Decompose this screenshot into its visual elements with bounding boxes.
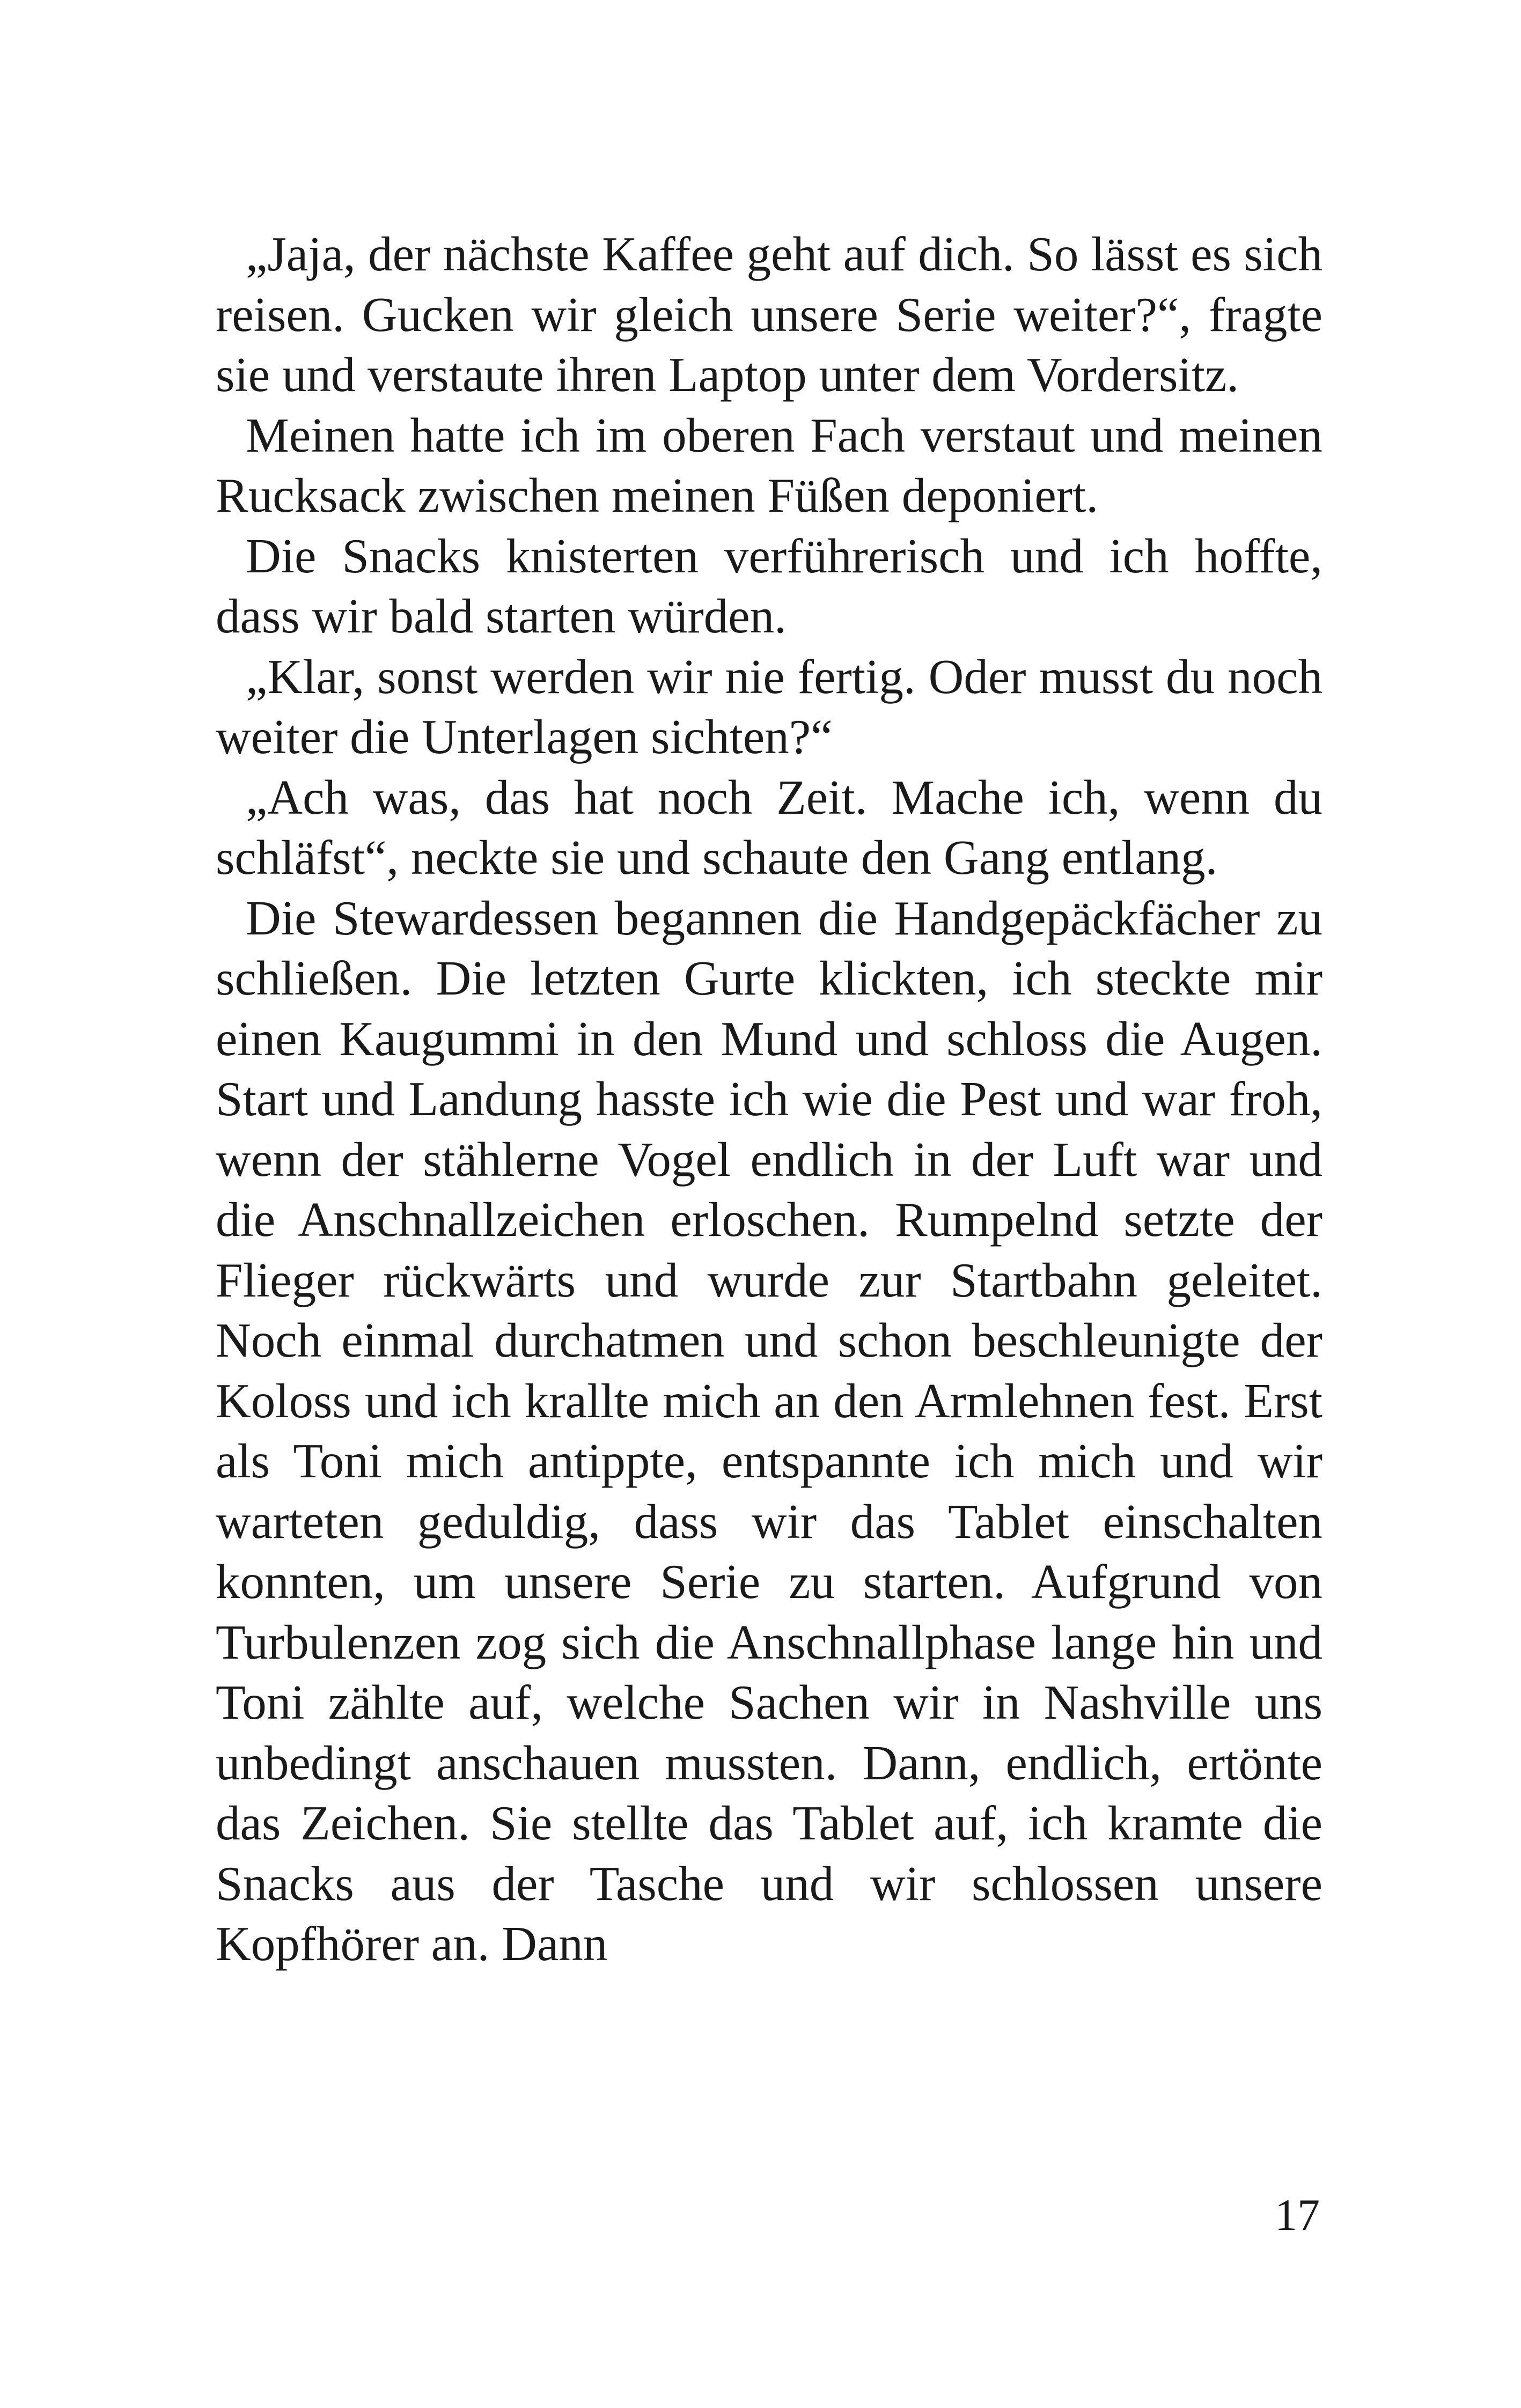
paragraph: Die Stewardessen begannen die Handgepäckfächer zu schließen. Die letzten Gurte klickten, ich steckte mir einen Kaugummi in den Mund und schloss die Augen. Start und Landung hasste ich wie die Pest und war froh, wenn der stählerne Vogel endlich in der Luft war und die Anschnallzeichen erloschen. Rumpelnd setzte der Flieger rückwärts und wurde zur Startbahn geleitet. Noch einmal durchatmen und schon beschleunigte der Koloss und ich krallte mich an den Armlehnen fest. Erst als Toni mich antippte, entspannte ich mich und wir warteten geduldig, dass wir das Tablet einschalten konnten, um unsere Serie zu starten. Aufgrund von Turbulenzen zog sich die Anschnallphase lange hin und Toni zählte auf, welche Sachen wir in Nashville uns unbedingt anschauen mussten. Dann, endlich, ertönte das Zeichen. Sie stellte das Tablet auf, ich kramte die Snacks aus der Tasche und wir schlossen unsere Kopfhörer an. Dann <box>216 890 1322 1971</box>
body-text <box>216 224 1322 1975</box>
paragraph: Die Snacks knisterten verführerisch und ich hoffte, dass wir bald starten würden. <box>216 528 1322 643</box>
page-number: 17 <box>1275 2190 1320 2240</box>
paragraph: „Jaja, der nächste Kaffee geht auf dich. So lässt es sich reisen. Gucken wir gleich unsere Serie weiter?“, fragte sie und verstaute ihren Laptop unter dem Vordersitz. <box>216 227 1322 402</box>
paragraph: Meinen hatte ich im oberen Fach verstaut und meinen Rucksack zwischen meinen Füßen deponiert. <box>216 408 1322 522</box>
paragraph: „Ach was, das hat noch Zeit. Mache ich, wenn du schläfst“, neckte sie und schaute den Gang entlang. <box>216 770 1322 885</box>
paragraph: „Klar, sonst werden wir nie fertig. Oder musst du noch weiter die Unterlagen sichten?“ <box>216 649 1322 764</box>
